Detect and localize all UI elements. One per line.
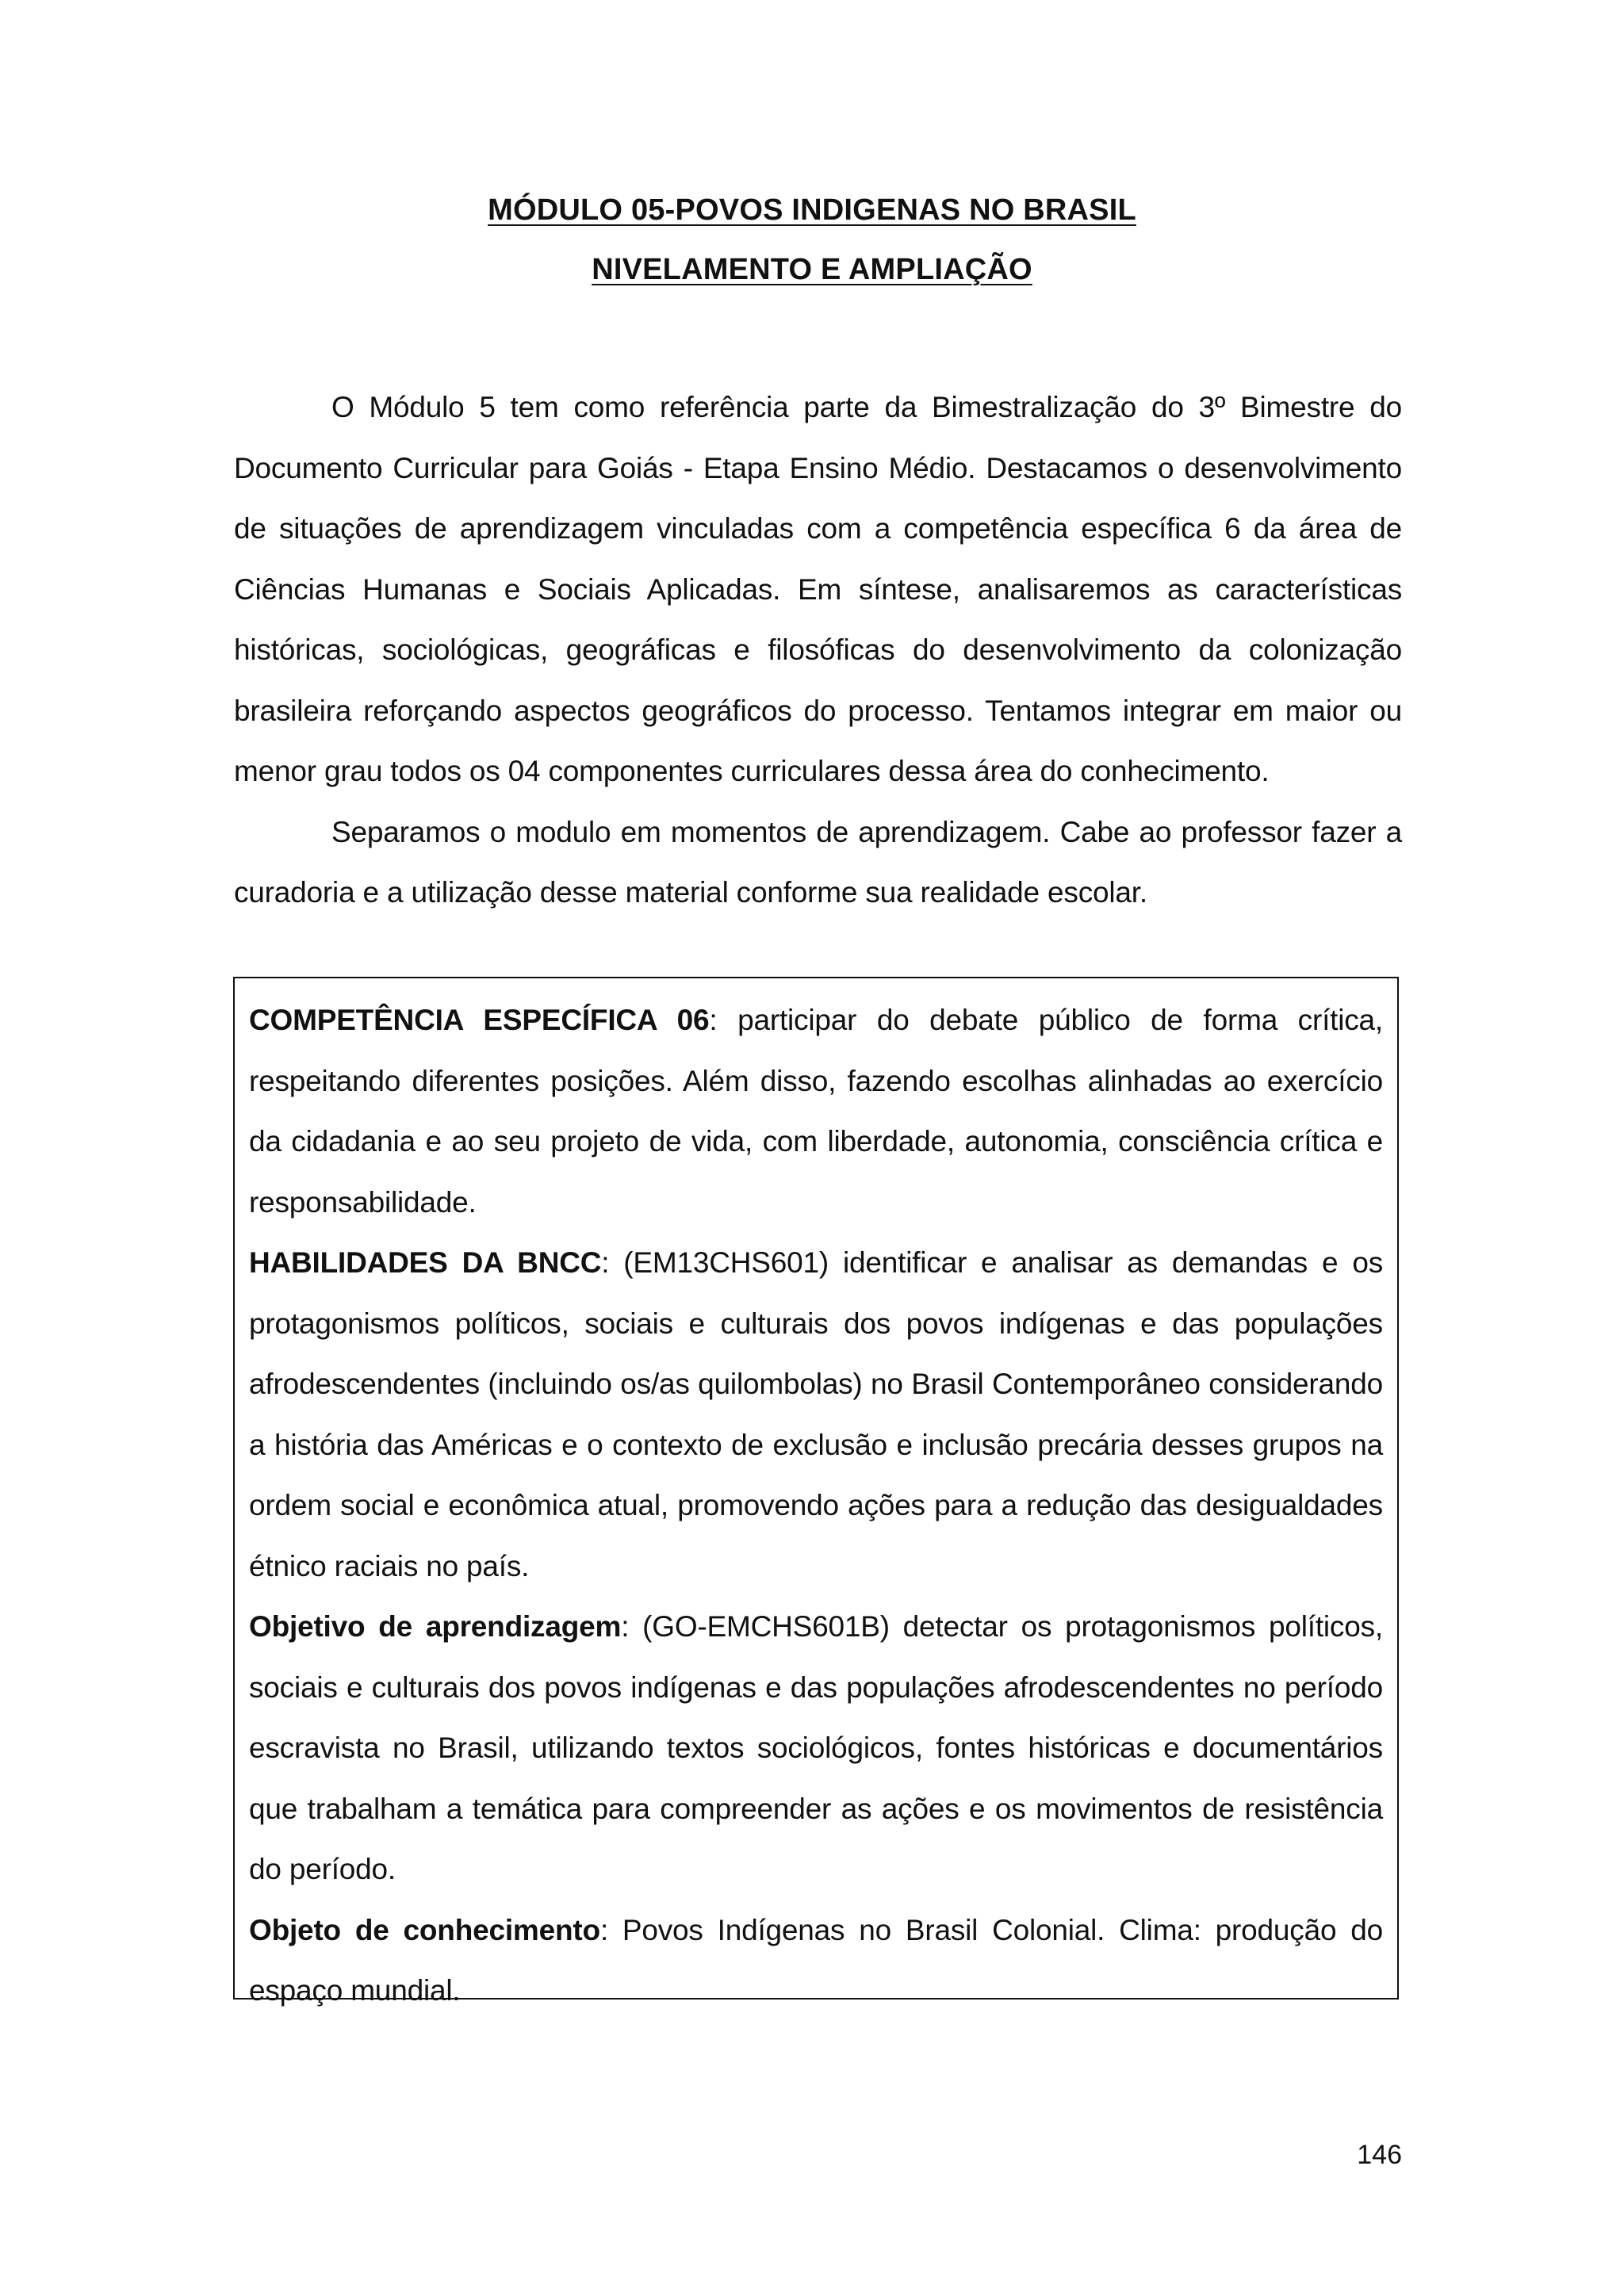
objetivo-section	[249, 1597, 1383, 1900]
habilidades-text: : (EM13CHS601) identificar e analisar as demandas e os protagonismos políticos, sociais e culturais dos povos indígenas e das populações afrodescendentes (incluindo os/as quilombolas) no Brasil Contemporâneo considerando a história das Américas e o contexto de exclusão e inclusão precária desses grupos na ordem social e econômica atual, promovendo ações para a redução das desigualdades étnico raciais no país.	[249, 1246, 1383, 1582]
objetivo-text: : (GO-EMCHS601B) detectar os protagonismos políticos, sociais e culturais dos povos indígenas e das populações afrodescendentes no período escravista no Brasil, utilizando textos sociológicos, fontes históricas e documentários que trabalham a temática para compreender as ações e os movimentos de resistência do período.	[249, 1610, 1383, 1885]
competencia-label: COMPETÊNCIA ESPECÍFICA 06	[249, 1004, 710, 1036]
intro-paragraph-1: O Módulo 5 tem como referência parte da Bimestralização do 3º Bimestre do Documento Curricular para Goiás - Etapa Ensino Médio. Destacamos o desenvolvimento de situações de aprendizagem vinculadas com a competência específica 6 da área de Ciências Humanas e Sociais Aplicadas. Em síntese, analisaremos as características históricas, sociológicas, geográficas e filosóficas do desenvolvimento da colonização brasileira reforçando aspectos geográficos do processo. Tentamos integrar em maior ou menor grau todos os 04 componentes curriculares dessa área do conhecimento.	[234, 391, 1402, 787]
module-heading	[0, 195, 1624, 285]
objetivo-label: Objetivo de aprendizagem	[249, 1610, 622, 1643]
competencia-text: : participar do debate público de forma crítica, respeitando diferentes posições. Além disso, fazendo escolhas alinhadas ao exercício da cidadania e ao seu projeto de vida, com liberdade, autonomia, consciência crítica e responsabilidade.	[249, 1004, 1384, 1219]
competency-box-content	[249, 990, 1383, 2022]
page-number: 146	[1357, 2140, 1402, 2170]
competency-box	[233, 977, 1399, 2007]
habilidades-section	[249, 1233, 1383, 1597]
competencia-section	[249, 990, 1383, 1233]
habilidades-label: HABILIDADES DA BNCC	[249, 1246, 602, 1279]
intro-text	[234, 377, 1402, 924]
intro-paragraph-2: Separamos o modulo em momentos de aprendizagem. Cabe ao professor fazer a curadoria e a utilização desse material conforme sua realidade escolar.	[234, 815, 1402, 909]
module-subtitle: NIVELAMENTO E AMPLIAÇÃO	[592, 253, 1032, 286]
objeto-label: Objeto de conhecimento	[249, 1913, 600, 1946]
objeto-text: : Povos Indígenas no Brasil Colonial. Clima: produção do espaço mundial.	[249, 1913, 1383, 2007]
module-title: MÓDULO 05-POVOS INDIGENAS NO BRASIL	[488, 193, 1136, 227]
objeto-section	[249, 1900, 1383, 2022]
